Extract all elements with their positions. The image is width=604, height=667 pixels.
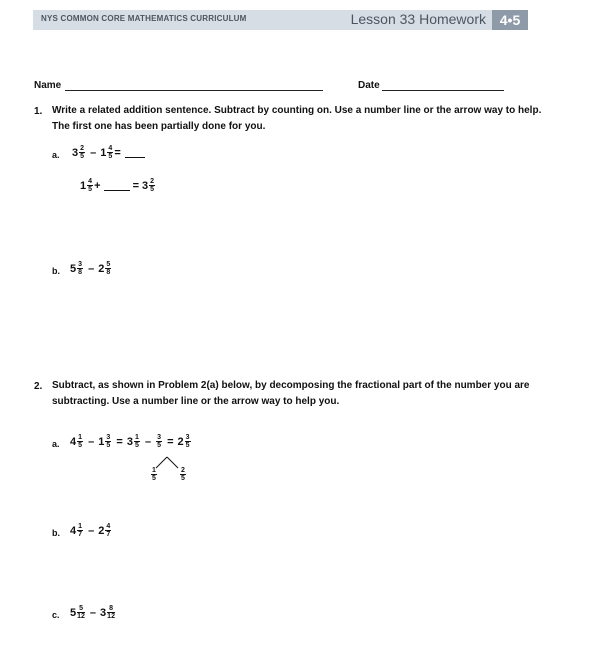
fraction: $\frac{5}{12}$ bbox=[77, 605, 85, 620]
q2b-expression bbox=[70, 523, 112, 538]
fraction: $\frac{1}{5}$ bbox=[134, 434, 139, 449]
q2-line2: subtracting. Use a number line or the arrow way to help you. bbox=[52, 396, 340, 407]
fraction: $\frac{4}{5}$ bbox=[88, 178, 93, 193]
fraction: $\frac{1}{5}$ bbox=[152, 467, 156, 482]
name-label: Name bbox=[34, 80, 62, 91]
operator: – bbox=[88, 524, 95, 537]
curriculum-title: NYS COMMON CORE MATHEMATICS CURRICULUM bbox=[41, 14, 247, 23]
decomposition-part-right bbox=[179, 467, 187, 482]
q1b-expression bbox=[70, 261, 112, 276]
fraction: $\frac{4}{7}$ bbox=[106, 523, 111, 538]
lesson-title: Lesson 33 Homework bbox=[350, 11, 486, 27]
answer-blank[interactable] bbox=[104, 181, 130, 191]
whole: 2 bbox=[177, 435, 184, 448]
equals: = bbox=[167, 435, 174, 448]
q2c-label: c. bbox=[52, 610, 60, 620]
equals: = bbox=[114, 146, 121, 159]
q2b-label: b. bbox=[52, 528, 60, 538]
equals: = bbox=[132, 179, 139, 192]
q2-line1: Subtract, as shown in Problem 2(a) below, by decomposing the fractional part of the number you are bbox=[52, 380, 530, 391]
q1-instructions bbox=[52, 103, 542, 135]
fraction: $\frac{4}{5}$ bbox=[108, 145, 113, 160]
whole: 3 bbox=[100, 606, 107, 619]
whole: 1 bbox=[100, 146, 107, 159]
q2-number: 2. bbox=[34, 381, 43, 392]
q2a-expression bbox=[70, 434, 192, 449]
operator: + bbox=[94, 179, 101, 192]
date-field[interactable] bbox=[382, 90, 504, 91]
whole: 3 bbox=[142, 179, 149, 192]
equals: = bbox=[116, 435, 123, 448]
q1b-label: b. bbox=[52, 266, 60, 276]
fraction: $\frac{2}{5}$ bbox=[80, 145, 85, 160]
whole: 4 bbox=[70, 435, 77, 448]
fraction: $\frac{1}{7}$ bbox=[78, 523, 83, 538]
operator: – bbox=[88, 435, 95, 448]
q2a-label: a. bbox=[52, 439, 60, 449]
fraction: $\frac{5}{8}$ bbox=[106, 261, 111, 276]
operator: – bbox=[88, 262, 95, 275]
q1-number: 1. bbox=[34, 106, 43, 117]
q2-instructions bbox=[52, 378, 542, 410]
fraction: $\frac{3}{5}$ bbox=[106, 434, 111, 449]
fraction: $\frac{3}{5}$ bbox=[157, 434, 162, 449]
fraction: $\frac{2}{5}$ bbox=[181, 467, 185, 482]
whole: 2 bbox=[98, 262, 105, 275]
q1-line1: Write a related addition sentence. Subtract by counting on. Use a number line or the arrow way to help. bbox=[52, 105, 542, 116]
whole: 4 bbox=[70, 524, 77, 537]
fraction: $\frac{3}{8}$ bbox=[78, 261, 83, 276]
whole: 2 bbox=[98, 524, 105, 537]
whole: 1 bbox=[98, 435, 105, 448]
q1a-addition-sentence bbox=[80, 178, 156, 193]
whole: 3 bbox=[72, 146, 79, 159]
whole: 3 bbox=[126, 435, 133, 448]
whole: 1 bbox=[80, 179, 87, 192]
operator: – bbox=[144, 435, 152, 448]
fraction: $\frac{8}{12}$ bbox=[107, 605, 115, 620]
name-field[interactable] bbox=[65, 90, 323, 91]
answer-blank[interactable] bbox=[125, 148, 145, 158]
grade-badge: 4•5 bbox=[492, 10, 528, 30]
date-label: Date bbox=[358, 80, 380, 91]
decomposition-part-left bbox=[150, 467, 158, 482]
whole: 5 bbox=[70, 262, 77, 275]
whole: 5 bbox=[70, 606, 77, 619]
q1a-expression bbox=[72, 145, 145, 160]
q1-line2: The first one has been partially done for you. bbox=[52, 121, 266, 132]
operator: – bbox=[89, 606, 97, 619]
fraction: $\frac{1}{5}$ bbox=[78, 434, 83, 449]
q1a-label: a. bbox=[52, 150, 60, 160]
fraction: $\frac{2}{5}$ bbox=[150, 178, 155, 193]
q2c-expression bbox=[70, 605, 116, 620]
operator: – bbox=[90, 146, 97, 159]
fraction: $\frac{3}{5}$ bbox=[185, 434, 190, 449]
